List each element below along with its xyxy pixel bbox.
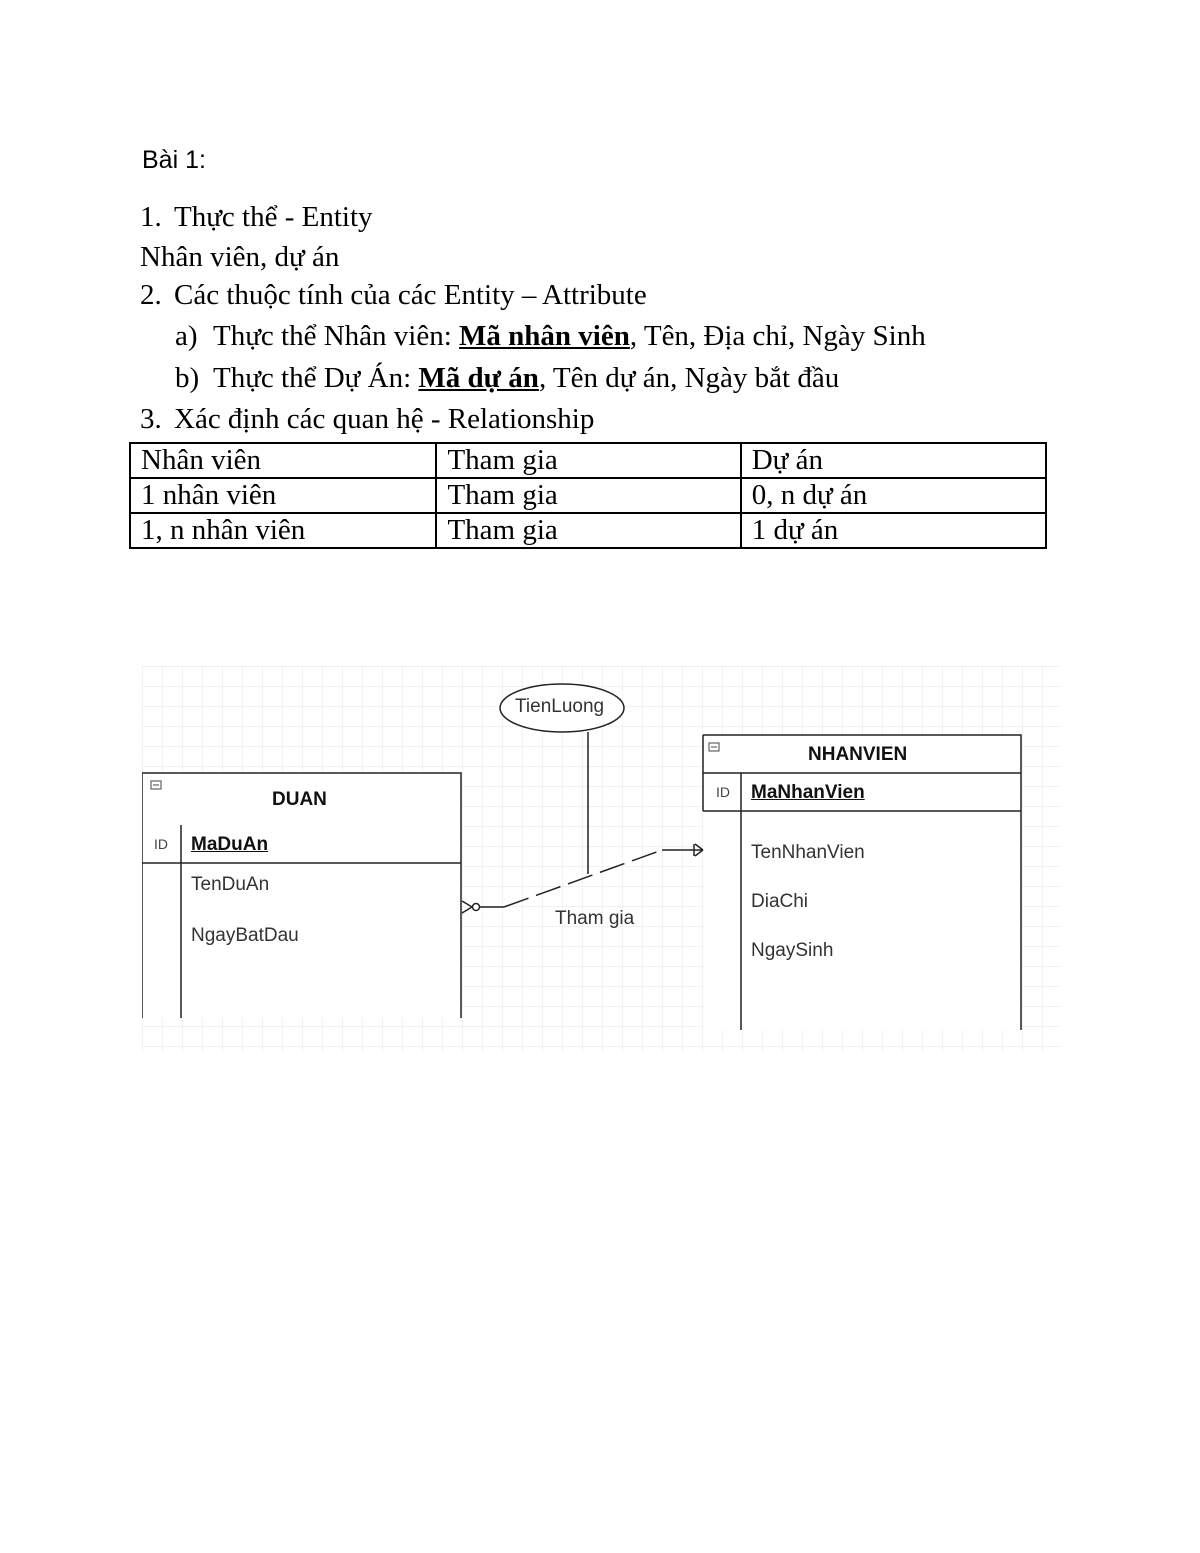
duan-entity-title: DUAN (272, 789, 327, 810)
attribute-item-b (175, 360, 839, 396)
table-cell: 1, n nhân viên (130, 513, 436, 548)
nhanvien-attribute: DiaChi (751, 891, 809, 912)
duan-id-label: ID (154, 836, 168, 852)
attribute-item-a (175, 318, 926, 354)
section-2-title: Các thuộc tính của các Entity – Attribute (174, 279, 647, 311)
duan-attribute: TenDuAn (191, 874, 270, 895)
table-cell: Nhân viên (130, 443, 436, 478)
nhanvien-attribute: NgaySinh (751, 940, 834, 961)
nhanvien-entity-title: NHANVIEN (808, 744, 908, 765)
exercise-heading: Bài 1: (142, 146, 206, 174)
table-row (130, 443, 1046, 478)
table-cell: Dự án (741, 443, 1046, 478)
table-cell: Tham gia (436, 478, 740, 513)
section-3 (140, 401, 594, 437)
section-3-number: 3. (140, 403, 162, 435)
attribute-item-a-rest: , Tên, Địa chỉ, Ngày Sinh (629, 320, 926, 352)
attribute-item-a-prefix: Thực thể Nhân viên: (213, 320, 460, 352)
relationship-table (129, 442, 1047, 549)
nhanvien-attribute: TenNhanVien (751, 842, 865, 863)
nhanvien-primary-key: MaNhanVien (751, 782, 865, 803)
section-1-number: 1. (140, 201, 162, 233)
attribute-item-a-letter: a) (175, 320, 198, 352)
section-3-title: Xác định các quan hệ - Relationship (174, 403, 595, 435)
duan-primary-key: MaDuAn (191, 834, 269, 855)
table-cell: Tham gia (436, 513, 740, 548)
section-1-title: Thực thể - Entity (174, 201, 373, 233)
table-cell: Tham gia (436, 443, 740, 478)
duan-attribute: NgayBatDau (191, 925, 299, 946)
cardinality-zero-icon (473, 904, 480, 911)
nhanvien-id-label: ID (716, 784, 730, 800)
entities-line: Nhân viên, dự án (140, 241, 340, 273)
relationship-label: Tham gia (555, 908, 635, 929)
attribute-item-b-key: Mã dự án (418, 362, 539, 394)
nhanvien-entity-box (703, 735, 1021, 1030)
er-diagram-canvas (142, 666, 1060, 1052)
section-2 (140, 277, 647, 313)
attribute-item-a-key: Mã nhân viên (459, 320, 630, 352)
tienluong-attribute-label: TienLuong (515, 696, 605, 717)
attribute-item-b-rest: , Tên dự án, Ngày bắt đầu (538, 362, 840, 394)
table-row (130, 513, 1046, 548)
table-row (130, 478, 1046, 513)
section-2-number: 2. (140, 279, 162, 311)
table-cell: 1 dự án (741, 513, 1046, 548)
section-1 (140, 199, 373, 235)
table-cell: 0, n dự án (741, 478, 1046, 513)
table-cell: 1 nhân viên (130, 478, 436, 513)
er-diagram (142, 666, 1060, 1052)
attribute-item-b-letter: b) (175, 362, 200, 394)
attribute-item-b-prefix: Thực thể Dự Án: (213, 362, 419, 394)
